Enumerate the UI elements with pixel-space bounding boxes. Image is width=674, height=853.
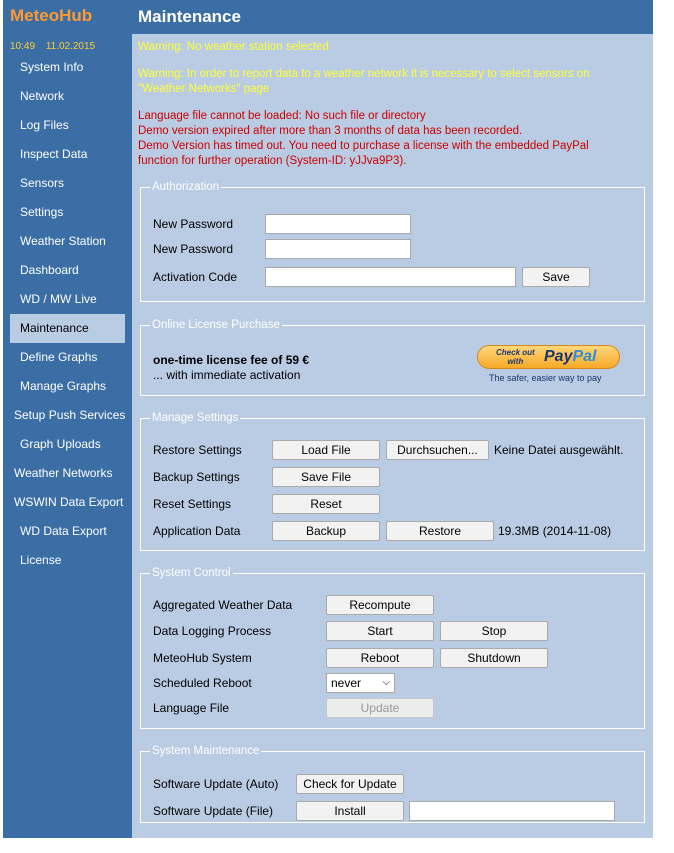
sidebar-item-define-graphs[interactable]: Define Graphs <box>20 350 98 364</box>
sidebar-item-setup-push-services[interactable]: Setup Push Services <box>14 408 126 422</box>
activation-code-input[interactable] <box>265 267 516 287</box>
sidebar-item-license[interactable]: License <box>20 553 62 567</box>
update-language-button[interactable]: Update <box>326 698 434 718</box>
software-update-file-label: Software Update (File) <box>153 804 274 818</box>
scheduled-reboot-select[interactable] <box>326 673 395 693</box>
update-file-input[interactable] <box>409 801 615 821</box>
restore-settings-label: Restore Settings <box>153 443 242 457</box>
error-language-file: Language file cannot be loaded: No such file or directory <box>138 110 426 122</box>
app-logo: MeteoHub <box>10 6 93 25</box>
sidebar-item-weather-networks[interactable]: Weather Networks <box>14 466 113 480</box>
system-maintenance-legend: System Maintenance <box>152 745 260 757</box>
confirm-password-label: New Password <box>153 242 234 256</box>
license-fee: one-time license fee of 59 € <box>153 353 310 367</box>
data-logging-label: Data Logging Process <box>153 624 272 638</box>
application-data-info: 19.3MB (2014-11-08) <box>498 524 612 538</box>
application-data-label: Application Data <box>153 524 241 538</box>
sidebar-item-manage-graphs[interactable]: Manage Graphs <box>20 379 107 393</box>
license-activation-note: ... with immediate activation <box>153 368 301 382</box>
load-file-button[interactable]: Load File <box>272 440 380 460</box>
reboot-button[interactable]: Reboot <box>326 648 434 668</box>
sidebar-item-wswin-data-export[interactable]: WSWIN Data Export <box>14 495 124 509</box>
reset-button[interactable]: Reset <box>272 494 380 514</box>
new-password-label: New Password <box>153 217 234 231</box>
sidebar-item-wd-mw-live[interactable]: WD / MW Live <box>20 292 97 306</box>
main-content <box>132 34 653 838</box>
paypal-button-shape <box>477 345 620 369</box>
system-control-legend: System Control <box>152 567 231 579</box>
scheduled-reboot-value: never <box>331 676 362 690</box>
language-file-label: Language File <box>153 701 230 715</box>
paypal-checkout-button[interactable] <box>477 345 625 389</box>
paypal-logo-pay: Pay <box>544 348 573 365</box>
save-button[interactable]: Save <box>522 267 590 287</box>
sidebar-item-inspect-data[interactable]: Inspect Data <box>20 147 88 161</box>
sidebar-item-network[interactable]: Network <box>20 89 65 103</box>
sidebar <box>3 0 132 838</box>
stop-button[interactable]: Stop <box>440 621 548 641</box>
shutdown-button[interactable]: Shutdown <box>440 648 548 668</box>
paypal-check-out: Check out <box>496 348 535 357</box>
error-demo-timeout-line1: Demo Version has timed out. You need to purchase a license with the embedded PayPal <box>138 140 589 152</box>
warning-networks-line2: "Weather Networks" page <box>138 83 270 95</box>
paypal-tagline: The safer, easier way to pay <box>489 373 602 383</box>
manage-settings-section <box>140 412 645 551</box>
reset-settings-label: Reset Settings <box>153 497 232 511</box>
system-control-section <box>140 567 645 729</box>
clock-date: 11.02.2015 <box>45 41 96 52</box>
browse-file-button[interactable]: Durchsuchen... <box>386 440 489 460</box>
authorization-section <box>140 181 645 302</box>
license-purchase-section <box>140 319 645 396</box>
sidebar-item-dashboard[interactable]: Dashboard <box>20 263 79 277</box>
install-button[interactable]: Install <box>296 801 404 821</box>
backup-settings-label: Backup Settings <box>153 470 240 484</box>
clock <box>10 41 103 52</box>
sidebar-item-wd-data-export[interactable]: WD Data Export <box>20 524 107 538</box>
sidebar-nav <box>3 53 132 575</box>
restore-button[interactable]: Restore <box>386 521 494 541</box>
chevron-down-icon: ⌵ <box>382 677 390 688</box>
paypal-logo <box>544 348 596 366</box>
sidebar-item-system-info[interactable]: System Info <box>20 60 84 74</box>
activation-code-label: Activation Code <box>153 270 238 284</box>
error-demo-timeout-line2: function for further operation (System-ID: yJJva9P3). <box>138 155 407 167</box>
clock-time: 10:49 <box>10 41 36 52</box>
scheduled-reboot-label: Scheduled Reboot <box>153 676 252 690</box>
system-maintenance-section <box>140 745 645 823</box>
start-button[interactable]: Start <box>326 621 434 641</box>
paypal-with: with <box>507 357 524 366</box>
error-demo-expired: Demo version expired after more than 3 months of data has been recorded. <box>138 125 523 137</box>
aggregated-weather-data-label: Aggregated Weather Data <box>153 598 293 612</box>
warning-no-station: Warning: No weather station selected <box>138 41 329 53</box>
manage-settings-legend: Manage Settings <box>152 412 239 424</box>
paypal-checkout-text <box>496 348 535 366</box>
new-password-input[interactable] <box>265 214 411 234</box>
license-purchase-legend: Online License Purchase <box>152 319 280 331</box>
sidebar-item-graph-uploads[interactable]: Graph Uploads <box>20 437 101 451</box>
sidebar-item-sensors[interactable]: Sensors <box>20 176 65 190</box>
check-for-update-button[interactable]: Check for Update <box>296 774 404 794</box>
confirm-password-input[interactable] <box>265 239 411 259</box>
authorization-legend: Authorization <box>152 181 220 193</box>
recompute-button[interactable]: Recompute <box>326 595 434 615</box>
backup-button[interactable]: Backup <box>272 521 380 541</box>
sidebar-item-maintenance[interactable]: Maintenance <box>10 314 125 343</box>
no-file-selected: Keine Datei ausgewählt. <box>494 443 624 457</box>
sidebar-item-log-files[interactable]: Log Files <box>20 118 69 132</box>
save-file-button[interactable]: Save File <box>272 467 380 487</box>
warning-networks-line1: Warning: In order to report data to a weather network it is necessary to select sensors on <box>138 68 590 80</box>
sidebar-item-settings[interactable]: Settings <box>20 205 64 219</box>
software-update-auto-label: Software Update (Auto) <box>153 777 279 791</box>
paypal-logo-pal: Pal <box>572 348 597 365</box>
page-title: Maintenance <box>132 0 653 34</box>
meteohub-system-label: MeteoHub System <box>153 651 252 665</box>
sidebar-item-weather-station[interactable]: Weather Station <box>20 234 106 248</box>
